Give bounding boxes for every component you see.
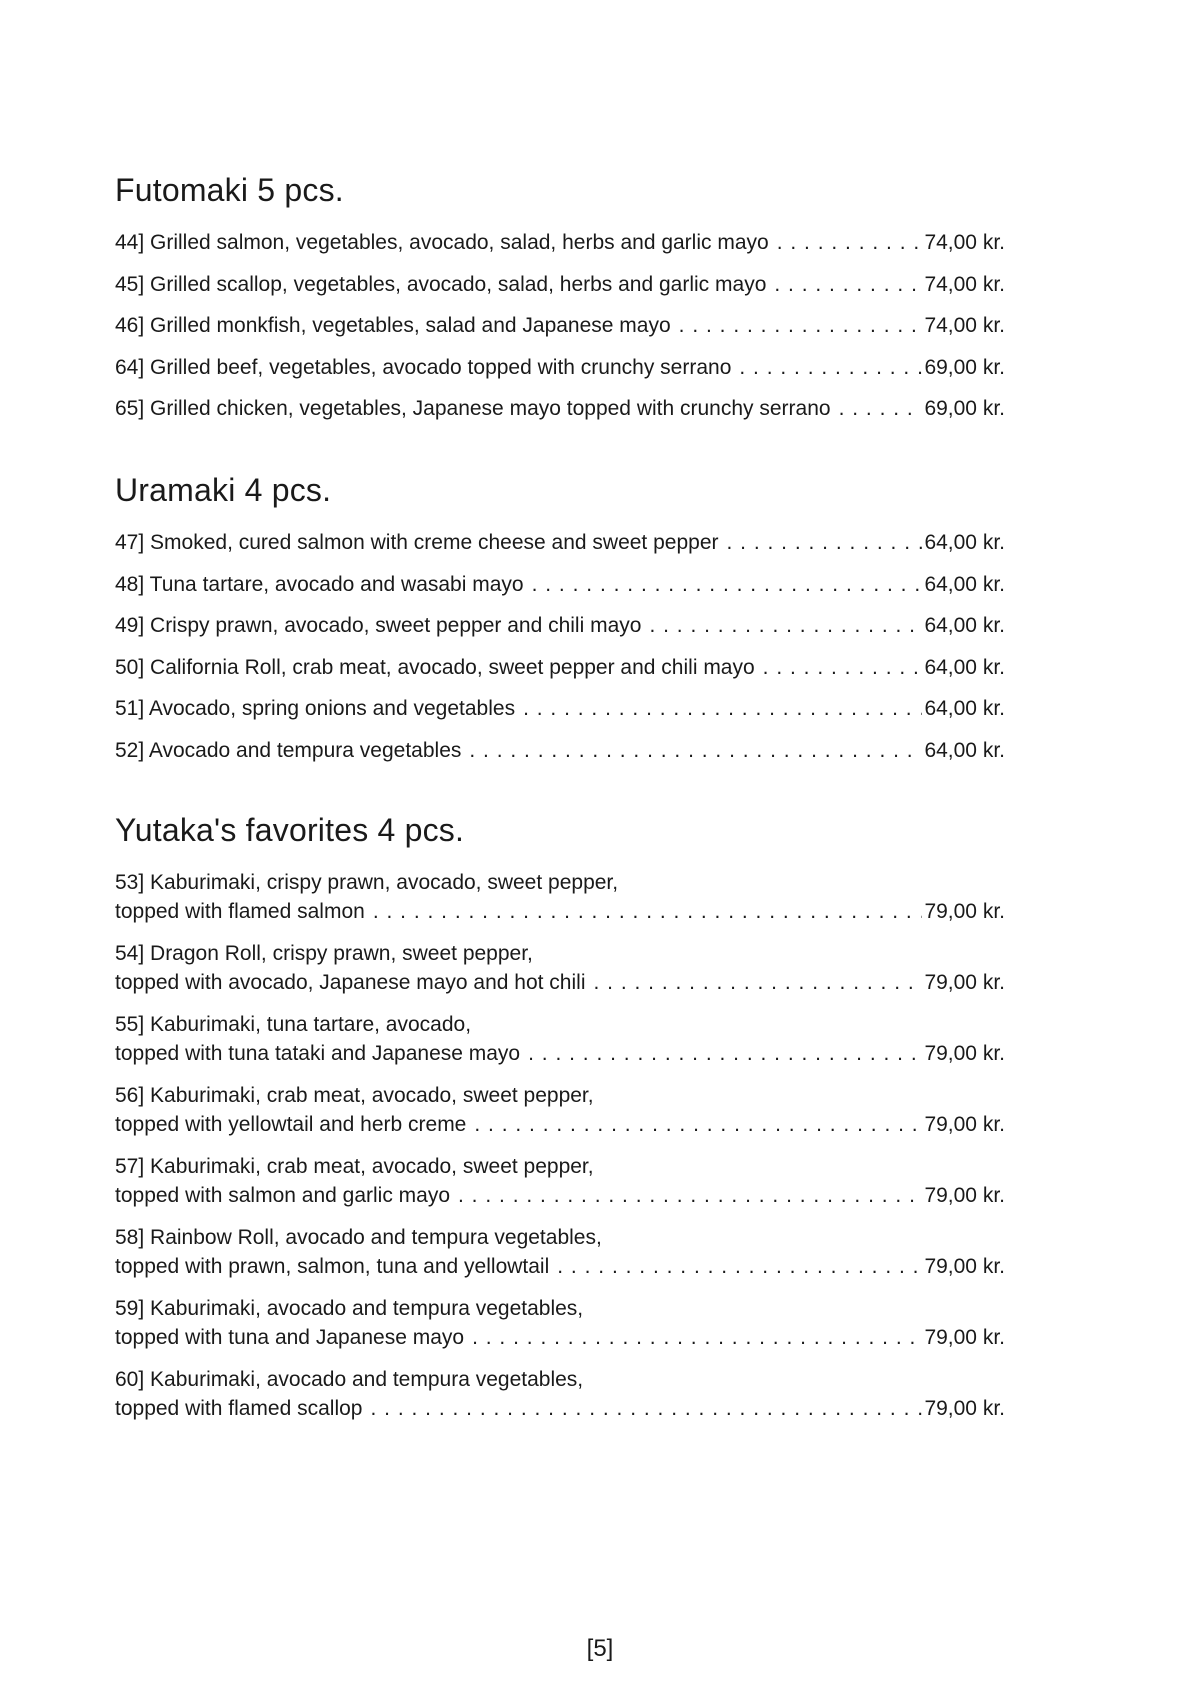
section-title: Futomaki 5 pcs. bbox=[115, 172, 344, 208]
menu-item bbox=[115, 228, 1015, 270]
item-price: 79,00 kr. bbox=[924, 1184, 1005, 1207]
item-description: 45] Grilled scallop, vegetables, avocado, salad, herbs and garlic mayo bbox=[115, 272, 767, 296]
page-number: [5] bbox=[586, 1635, 614, 1662]
menu-item bbox=[115, 311, 1015, 353]
dot-leader bbox=[727, 528, 923, 557]
menu-item bbox=[115, 939, 1015, 1010]
menu-item bbox=[115, 611, 1015, 653]
menu-item bbox=[115, 1010, 1015, 1081]
item-description-line1: 60] Kaburimaki, avocado and tempura vegetables, bbox=[115, 1368, 584, 1391]
item-description: 44] Grilled salmon, vegetables, avocado, salad, herbs and garlic mayo bbox=[115, 231, 769, 254]
item-price: 64,00 kr. bbox=[924, 572, 1005, 596]
menu-item bbox=[115, 736, 1015, 778]
dot-leader bbox=[557, 1252, 922, 1281]
item-description-line1: 57] Kaburimaki, crab meat, avocado, sweet pepper, bbox=[115, 1155, 594, 1178]
item-description: topped with tuna and Japanese mayo bbox=[115, 1326, 465, 1349]
menu-item bbox=[115, 570, 1015, 612]
item-description: 51] Avocado, spring onions and vegetables bbox=[115, 697, 516, 720]
dot-leader bbox=[458, 1181, 922, 1210]
item-description-line1: 56] Kaburimaki, crab meat, avocado, sweet pepper, bbox=[115, 1084, 594, 1107]
item-description: 49] Crispy prawn, avocado, sweet pepper and chili mayo bbox=[115, 614, 642, 637]
dot-leader bbox=[649, 611, 922, 640]
item-price: 64,00 kr. bbox=[924, 614, 1005, 637]
menu-item bbox=[115, 1223, 1015, 1294]
item-description: topped with yellowtail and herb creme bbox=[115, 1113, 467, 1136]
dot-leader bbox=[370, 1394, 922, 1423]
item-description-line1: 53] Kaburimaki, crispy prawn, avocado, sweet pepper, bbox=[115, 871, 619, 894]
menu-item bbox=[115, 1365, 1015, 1436]
item-price: 79,00 kr. bbox=[924, 971, 1005, 994]
item-price: 64,00 kr. bbox=[924, 531, 1005, 554]
item-description: topped with flamed salmon bbox=[115, 900, 365, 923]
dot-leader bbox=[474, 1110, 922, 1139]
menu-item bbox=[115, 1294, 1015, 1365]
dot-leader bbox=[739, 353, 922, 382]
menu-item bbox=[115, 270, 1015, 312]
item-price: 74,00 kr. bbox=[924, 231, 1005, 254]
menu-item bbox=[115, 353, 1015, 395]
menu-item bbox=[115, 1081, 1015, 1152]
item-price: 79,00 kr. bbox=[924, 1113, 1005, 1136]
item-price: 79,00 kr. bbox=[924, 1397, 1005, 1420]
dot-leader bbox=[839, 394, 923, 423]
menu-item bbox=[115, 653, 1015, 695]
item-price: 64,00 kr. bbox=[924, 697, 1005, 720]
item-price: 79,00 kr. bbox=[924, 1255, 1005, 1278]
dot-leader bbox=[523, 694, 922, 723]
dot-leader bbox=[528, 1039, 922, 1068]
dot-leader bbox=[373, 897, 923, 926]
item-description: 46] Grilled monkfish, vegetables, salad and Japanese mayo bbox=[115, 314, 671, 337]
section-title: Yutaka's favorites 4 pcs. bbox=[115, 812, 465, 848]
item-price: 69,00 kr. bbox=[924, 355, 1005, 379]
item-price: 79,00 kr. bbox=[924, 1042, 1005, 1065]
item-price: 74,00 kr. bbox=[924, 314, 1005, 337]
item-description-line1: 58] Rainbow Roll, avocado and tempura vegetables, bbox=[115, 1226, 602, 1249]
dot-leader bbox=[763, 653, 923, 682]
item-price: 79,00 kr. bbox=[924, 1326, 1005, 1349]
dot-leader bbox=[774, 270, 922, 299]
item-description: 65] Grilled chicken, vegetables, Japanese mayo topped with crunchy serrano bbox=[115, 397, 831, 420]
menu-item bbox=[115, 394, 1015, 436]
item-description: topped with avocado, Japanese mayo and hot chili bbox=[115, 971, 586, 994]
item-description: 52] Avocado and tempura vegetables bbox=[115, 738, 462, 762]
section-uramaki bbox=[115, 468, 1015, 777]
item-price: 64,00 kr. bbox=[924, 655, 1005, 679]
item-description-line1: 54] Dragon Roll, crispy prawn, sweet pepper, bbox=[115, 942, 533, 965]
section-yutakas-favorites bbox=[115, 808, 1015, 1436]
item-description: 64] Grilled beef, vegetables, avocado topped with crunchy serrano bbox=[115, 355, 732, 379]
item-price: 79,00 kr. bbox=[924, 900, 1005, 923]
item-description-line1: 55] Kaburimaki, tuna tartare, avocado, bbox=[115, 1013, 472, 1036]
dot-leader bbox=[593, 968, 922, 997]
item-price: 64,00 kr. bbox=[924, 738, 1005, 762]
item-description: topped with flamed scallop bbox=[115, 1397, 363, 1420]
section-title: Uramaki 4 pcs. bbox=[115, 472, 332, 508]
menu-item bbox=[115, 1152, 1015, 1223]
item-description: 47] Smoked, cured salmon with creme cheese and sweet pepper bbox=[115, 531, 719, 554]
menu-item bbox=[115, 528, 1015, 570]
item-description-line1: 59] Kaburimaki, avocado and tempura vegetables, bbox=[115, 1297, 584, 1320]
dot-leader bbox=[777, 228, 923, 257]
dot-leader bbox=[469, 736, 922, 765]
item-price: 74,00 kr. bbox=[924, 272, 1005, 296]
item-description: 50] California Roll, crab meat, avocado, sweet pepper and chili mayo bbox=[115, 655, 755, 679]
dot-leader bbox=[472, 1323, 922, 1352]
menu-item bbox=[115, 868, 1015, 939]
item-price: 69,00 kr. bbox=[924, 397, 1005, 420]
dot-leader bbox=[532, 570, 923, 599]
item-description: topped with tuna tataki and Japanese mayo bbox=[115, 1042, 521, 1065]
dot-leader bbox=[679, 311, 923, 340]
item-description: 48] Tuna tartare, avocado and wasabi mayo bbox=[115, 572, 524, 596]
menu-item bbox=[115, 694, 1015, 736]
section-futomaki bbox=[115, 168, 1015, 436]
item-description: topped with salmon and garlic mayo bbox=[115, 1184, 451, 1207]
item-description: topped with prawn, salmon, tuna and yellowtail bbox=[115, 1255, 550, 1278]
